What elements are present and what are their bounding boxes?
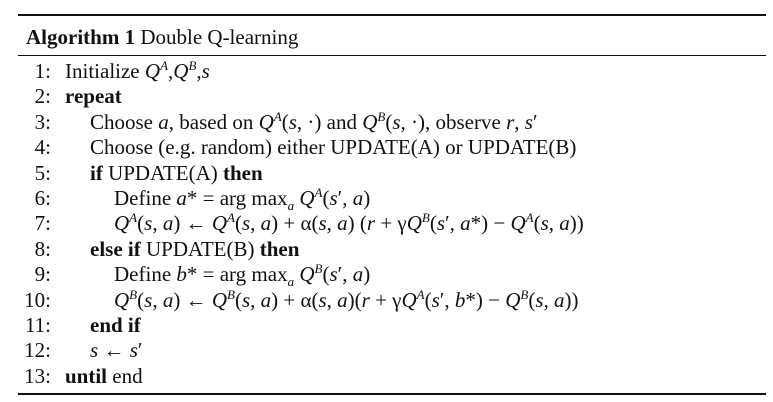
algorithm-label: Algorithm 1 <box>26 25 136 49</box>
line-number: 13: <box>24 363 51 388</box>
line-1 <box>18 59 766 84</box>
line-code: Initialize $Q^A,Q^B,s$ <box>65 58 210 83</box>
line-9 <box>18 261 766 290</box>
line-number: 12: <box>24 338 51 363</box>
algorithm-caption <box>18 16 766 55</box>
line-3 <box>18 110 766 135</box>
algorithm-body <box>18 56 766 389</box>
line-number: 8: <box>34 236 51 261</box>
line-number: 11: <box>24 312 51 337</box>
line-code: Define b* = arg $\max_a Q^B(s'$, a) <box>114 261 371 290</box>
line-12 <box>18 338 766 363</box>
line-code: else if UPDATE(B) then <box>90 236 300 261</box>
line-5 <box>18 161 766 186</box>
bottom-rule <box>18 393 766 395</box>
line-code: Define a* = arg $\max_a Q^A(s'$, a) <box>114 184 371 214</box>
line-code: Choose a, based on $Q^A(s$, ·) and $Q^B(s$, ·), observe r, s′ <box>90 108 538 134</box>
line-number: 10: <box>24 287 51 312</box>
line-code: $Q^A(s$, a) ← $Q^A(s$, a) + α(s, a) ($r + \gamma Q^B(s'$, $a*) - Q^A(s$, a)) <box>114 210 584 236</box>
line-code: Choose (e.g. random) either UPDATE(A) or UPDATE(B) <box>90 135 577 160</box>
line-number: 9: <box>34 262 51 287</box>
line-code: repeat <box>65 84 122 109</box>
algorithm-title: Double Q-learning <box>140 25 299 49</box>
line-code: end if <box>90 312 141 337</box>
line-number: 1: <box>34 59 51 83</box>
line-code: s ← s′ <box>90 338 143 363</box>
line-number: 6: <box>34 185 51 210</box>
line-7 <box>18 211 766 236</box>
line-number: 4: <box>34 135 51 160</box>
line-6 <box>18 184 766 214</box>
line-number: 5: <box>34 160 51 185</box>
line-2 <box>18 84 766 109</box>
line-code: if UPDATE(A) then <box>90 160 263 185</box>
line-number: 3: <box>34 109 51 134</box>
line-code: $Q^B(s$, a) ← $Q^B(s$, a) + α(s, $a)(r + \gamma Q^A(s'$, $b*) - Q^B(s$, a)) <box>114 286 579 312</box>
line-8 <box>18 237 766 262</box>
line-11 <box>18 313 766 338</box>
line-4 <box>18 135 766 160</box>
line-10 <box>18 288 766 313</box>
line-13 <box>18 364 766 389</box>
line-number: 7: <box>34 211 51 236</box>
algorithm-box <box>18 14 766 395</box>
line-number: 2: <box>34 84 51 109</box>
line-code: until end <box>65 363 143 388</box>
